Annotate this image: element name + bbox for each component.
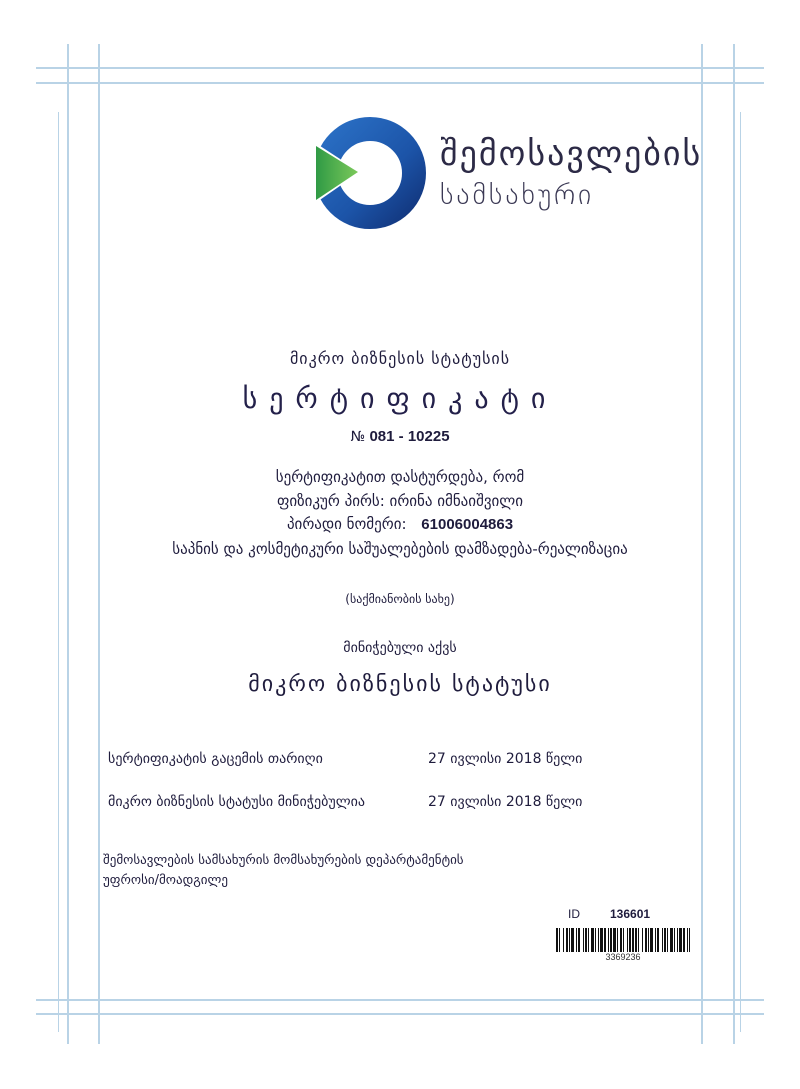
number-sign: № — [350, 429, 366, 445]
barcode-bar — [604, 928, 606, 952]
frame-line-bottom-outer — [36, 1013, 764, 1015]
barcode-bar — [566, 928, 568, 952]
certificate-number-row — [0, 428, 800, 445]
person-line: ფიზიკურ პირს: ირინა იმნაიშვილი — [276, 492, 524, 510]
barcode-bar — [679, 928, 682, 952]
barcode-bar — [689, 928, 690, 952]
barcode-bar — [667, 928, 668, 952]
barcode-bar — [598, 928, 599, 952]
barcode-bar — [610, 928, 612, 952]
certificate-number: 081 - 10225 — [369, 428, 450, 445]
barcode-bar — [645, 928, 647, 952]
barcode-bar — [608, 928, 609, 952]
frame-line-right-edge — [740, 112, 741, 1032]
barcode — [556, 928, 690, 952]
frame-line-bottom-inner — [36, 999, 764, 1001]
barcode-bar — [571, 928, 574, 952]
barcode-bar — [629, 928, 631, 952]
barcode-bar — [674, 928, 675, 952]
barcode-bar — [588, 928, 589, 952]
barcode-bar — [613, 928, 616, 952]
org-subtitle: სამსახური — [440, 178, 595, 211]
issue-date-label: სერტიფიკატის გაცემის თარიღი — [108, 751, 323, 767]
barcode-bar — [569, 928, 570, 952]
barcode-bar — [655, 928, 656, 952]
frame-line-top-inner — [36, 82, 764, 84]
certificate-title: სერტიფიკატი — [242, 382, 558, 415]
barcode-bar — [627, 928, 628, 952]
barcode-bar — [559, 928, 560, 952]
barcode-bar — [591, 928, 594, 952]
barcode-bar — [638, 928, 639, 952]
barcode-bar — [664, 928, 666, 952]
barcode-bar — [623, 928, 624, 952]
frame-line-top-outer — [36, 67, 764, 69]
confirm-line: სერტიფიკატით დასტურდება, რომ — [275, 468, 525, 486]
granted-status: მიკრო ბიზნესის სტატუსი — [248, 672, 552, 697]
barcode-bar — [670, 928, 673, 952]
barcode-bar — [585, 928, 587, 952]
barcode-bar — [648, 928, 649, 952]
barcode-bar — [578, 928, 580, 952]
revenue-service-logo — [308, 112, 430, 234]
activity-caption: (საქმიანობის სახე) — [345, 592, 455, 606]
department-signature-block — [103, 851, 464, 891]
barcode-bar — [576, 928, 577, 952]
barcode-bar — [632, 928, 634, 952]
document-id-label: ID — [568, 907, 580, 921]
barcode-bar — [620, 928, 622, 952]
issue-date-value: 27 ივლისი 2018 წელი — [428, 751, 583, 767]
org-name: შემოსავლების — [440, 134, 703, 174]
barcode-bar — [600, 928, 603, 952]
personal-id-label: პირადი ნომერი: — [286, 515, 407, 533]
barcode-bar — [556, 928, 558, 952]
barcode-bar — [635, 928, 637, 952]
barcode-bar — [650, 928, 653, 952]
department-line-2: უფროსი/მოადგილე — [103, 873, 228, 888]
barcode-bar — [687, 928, 688, 952]
frame-line-left-edge — [58, 112, 59, 1032]
status-date-value: 27 ივლისი 2018 წელი — [428, 794, 583, 810]
barcode-bar — [683, 928, 685, 952]
barcode-number: 3369236 — [605, 952, 641, 962]
barcode-bar — [595, 928, 596, 952]
certificate-status-heading: მიკრო ბიზნესის სტატუსის — [289, 349, 511, 368]
barcode-bar — [657, 928, 659, 952]
status-date-label: მიკრო ბიზნესის სტატუსი მინიჭებულია — [108, 794, 365, 810]
barcode-bar — [642, 928, 643, 952]
barcode-bar — [583, 928, 584, 952]
department-line-1: შემოსავლების სამსახურის მომსახურების დეპარტამენტის — [103, 853, 464, 868]
barcode-bar — [662, 928, 663, 952]
document-id-value: 136601 — [610, 907, 651, 921]
granted-line: მინიჭებული აქვს — [343, 640, 457, 656]
personal-id-value: 61006004863 — [421, 516, 514, 533]
barcode-bar — [563, 928, 564, 952]
barcode-bar — [617, 928, 618, 952]
personal-id-row — [0, 515, 800, 533]
barcode-bar — [677, 928, 678, 952]
activity-type: საპნის და კოსმეტიკური საშუალებების დამზადება-რეალიზაცია — [172, 540, 628, 558]
